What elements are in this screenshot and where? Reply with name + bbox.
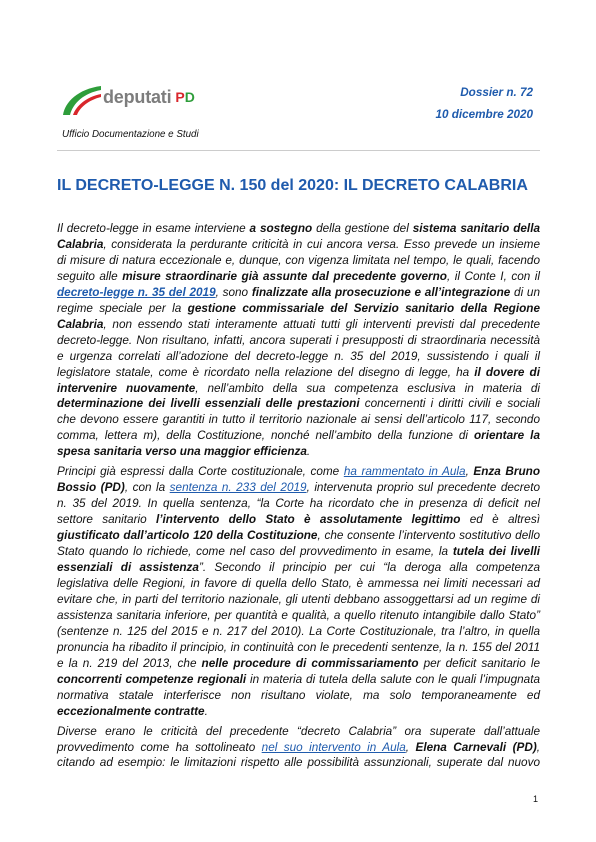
logo-pd-mark: PD: [175, 89, 195, 105]
text-run: , con la: [124, 481, 170, 495]
bold-text: Enza Bruno: [473, 465, 541, 479]
text-line: [57, 740, 540, 756]
text-run: per deficit sanitario le: [418, 656, 540, 670]
bold-text: spesa sanitaria verso una maggior efficienza: [57, 445, 307, 459]
text-line: [57, 724, 540, 740]
text-run: n. 35 del 2019. In quella sentenza, “la Corte ha ricordato che in presenza di deficit nel: [57, 497, 540, 511]
text-run: , il Conte I, con il: [446, 269, 541, 283]
text-run: e urgenza correlati all’adozione del decreto-legge n. 35 del 2019, sussistendo i quali il: [57, 349, 540, 363]
text-run: ”. Secondo il principio per cui “la deroga alla competenza: [198, 561, 540, 575]
text-run: , intervenuta proprio sul precedente decreto: [306, 481, 541, 495]
text-line: [57, 269, 540, 285]
text-line: [57, 688, 540, 704]
text-run: provvedimento come ha sottolineato: [57, 740, 262, 754]
text-line: [57, 560, 540, 576]
text-run: .: [204, 704, 208, 718]
text-line: [57, 496, 540, 512]
text-line: [57, 624, 540, 640]
dossier-date: 10 dicembre 2020: [435, 108, 533, 121]
text-run: di un: [510, 285, 540, 299]
document-body: [57, 221, 540, 775]
text-line: [57, 755, 540, 771]
text-line: [57, 237, 540, 253]
bold-text: misure straordinarie già assunte dal precedente governo: [122, 269, 447, 283]
text-line: [57, 576, 540, 592]
bold-text: orientare la: [473, 429, 540, 443]
office-name: Ufficio Documentazione e Studi: [62, 129, 199, 140]
text-run: Stato quando lo richiede, come nel caso del provvedimento in esame, la: [57, 545, 453, 559]
text-run: , che consente l’intervento sostitutivo dello: [317, 529, 541, 543]
text-run: Principi già espressi dalla Corte costituzionale, come: [57, 465, 344, 479]
text-line: [57, 544, 540, 560]
text-line: [57, 592, 540, 608]
bold-text: giustificato dall’articolo 120 della Costituzione: [57, 529, 318, 543]
text-run: in materia di tutela della salute con le quali l’impugnata: [246, 672, 540, 686]
body-paragraph: [57, 464, 540, 719]
inline-link[interactable]: nel suo intervento in Aula: [261, 740, 406, 754]
bold-text: determinazione dei livelli essenziali delle prestazioni: [57, 397, 360, 411]
text-run: ,: [465, 465, 474, 479]
text-line: [57, 608, 540, 624]
text-run: comma, lettera m), della Costituzione, nonché nell’ambito della funzione di: [57, 429, 474, 443]
inline-link[interactable]: ha rammentato in Aula: [343, 465, 466, 479]
text-line: [57, 528, 540, 544]
text-run: Il decreto-legge in esame interviene: [57, 222, 250, 235]
bold-text: intervenire nuovamente: [57, 381, 196, 395]
bold-text: Elena Carnevali (PD): [415, 740, 537, 754]
text-run: decreto-legge. Non risultano, infatti, ancora superati i presupposti di straordinaria necessità: [57, 333, 540, 347]
bold-text: tutela dei livelli: [452, 545, 540, 559]
text-run: regime speciale per la: [57, 301, 188, 315]
text-line: [57, 412, 540, 428]
bold-text: finalizzate alla prosecuzione e all’integrazione: [251, 285, 511, 299]
text-line: [57, 253, 540, 269]
inline-link[interactable]: sentenza n. 233 del 2019: [169, 481, 307, 495]
text-line: [57, 396, 540, 412]
swoosh-logo-icon: [62, 84, 102, 116]
bold-text: gestione commissariale del Servizio sanitario della Regione: [187, 301, 540, 315]
text-line: [57, 221, 540, 237]
text-run: , sono: [215, 285, 252, 299]
text-line: [57, 512, 540, 528]
text-line: [57, 381, 540, 397]
body-paragraph: [57, 724, 540, 772]
bold-text: essenziali di assistenza: [57, 561, 199, 575]
dossier-number: Dossier n. 72: [460, 86, 533, 99]
text-run: .: [306, 445, 311, 459]
text-line: [57, 444, 540, 460]
text-run: ed è altresì: [460, 513, 540, 527]
text-line: [57, 285, 540, 301]
page-number: 1: [533, 794, 539, 804]
text-line: [57, 704, 540, 720]
bold-text: Calabria: [57, 237, 104, 251]
text-line: [57, 464, 540, 480]
text-line: [57, 317, 540, 333]
logo-wordmark: deputati: [103, 87, 172, 107]
bold-text: sistema sanitario della: [412, 222, 540, 235]
bold-text: l’intervento dello Stato è assolutamente legittimo: [155, 513, 461, 527]
text-run: legislativa delle Regioni, in favore di quella dello Stato, è ammessa nei limiti necessari ad: [57, 576, 540, 590]
text-run: settore sanitario: [57, 513, 156, 527]
text-line: [57, 480, 540, 496]
text-line: [57, 333, 540, 349]
bold-text: nelle procedure di commissariamento: [201, 656, 419, 670]
text-run: assistenza sanitaria inferiore, per quantità e qualità, a quello ritenuto intangibile dallo Stato”: [57, 608, 540, 622]
text-run: concernenti i diritti civili e sociali: [359, 397, 540, 411]
text-run: evitare che, in parti del territorio nazionale, gli utenti debbano assoggettarsi ad un regime di: [57, 592, 540, 606]
header-rule: [57, 150, 540, 151]
text-line: [57, 672, 540, 688]
text-line: [57, 301, 540, 317]
text-line: [57, 428, 540, 444]
text-run: legislatore statale, come è ricordato nella relazione del disegno di legge, ha: [57, 365, 475, 379]
text-line: [57, 640, 540, 656]
bold-text: concorrenti competenze regionali: [57, 672, 247, 686]
bold-text: il dovere di: [474, 365, 540, 379]
deputati-pd-logo: [62, 83, 195, 117]
text-run: , nell’ambito della sua competenza esclusiva in materia di: [195, 381, 540, 395]
text-line: [57, 365, 540, 381]
text-run: , non essendo stati interamente attuati tutti gli interventi previsti dal precedente: [103, 317, 540, 331]
bold-text: Calabria: [57, 317, 104, 331]
text-run: seguito alle: [57, 269, 123, 283]
bold-text: a sostegno: [249, 222, 313, 235]
text-line: [57, 349, 540, 365]
text-run: pronuncia ha ribadito il principio, in continuità con le precedenti sentenze, la n. 155 del 2011: [57, 640, 540, 654]
text-run: e la n. 219 del 2013, che: [57, 656, 202, 670]
bold-text: eccezionalmente contratte: [57, 704, 205, 718]
text-run: normativa statale interferisce non risultano violate, ma solo temporaneamente ed: [57, 688, 540, 702]
text-run: Diverse erano le criticità del precedente “decreto Calabria” ora superate dall’attuale: [57, 724, 540, 738]
text-line: [57, 656, 540, 672]
document-title: IL DECRETO-LEGGE N. 150 del 2020: IL DECRETO CALABRIA: [57, 177, 528, 194]
text-run: che devono essere garantiti in tutto il territorio nazionale ai sensi dell’articolo 117, secondo: [57, 413, 540, 427]
inline-link[interactable]: decreto-legge n. 35 del 2019: [57, 285, 216, 299]
text-run: di misure di natura eccezionale e, dunque, con vigenza limitata nel tempo, le quali, facendo: [57, 253, 540, 267]
text-run: ,: [536, 740, 540, 754]
text-run: citando ad esempio: le limitazioni rispetto alle possibilità assunzionali, superate dal nuovo: [57, 756, 540, 770]
text-run: (sentenze n. 125 del 2015 e n. 217 del 2010). La Corte Costituzionale, tra l’altro, in quella: [57, 624, 540, 638]
body-paragraph: [57, 221, 540, 460]
text-run: ,: [405, 740, 416, 754]
bold-text: Bossio (PD): [57, 481, 125, 495]
text-run: della gestione del: [312, 222, 413, 235]
text-run: , considerata la perdurante criticità in cui ancora versa. Esso prevede un insieme: [103, 237, 540, 251]
